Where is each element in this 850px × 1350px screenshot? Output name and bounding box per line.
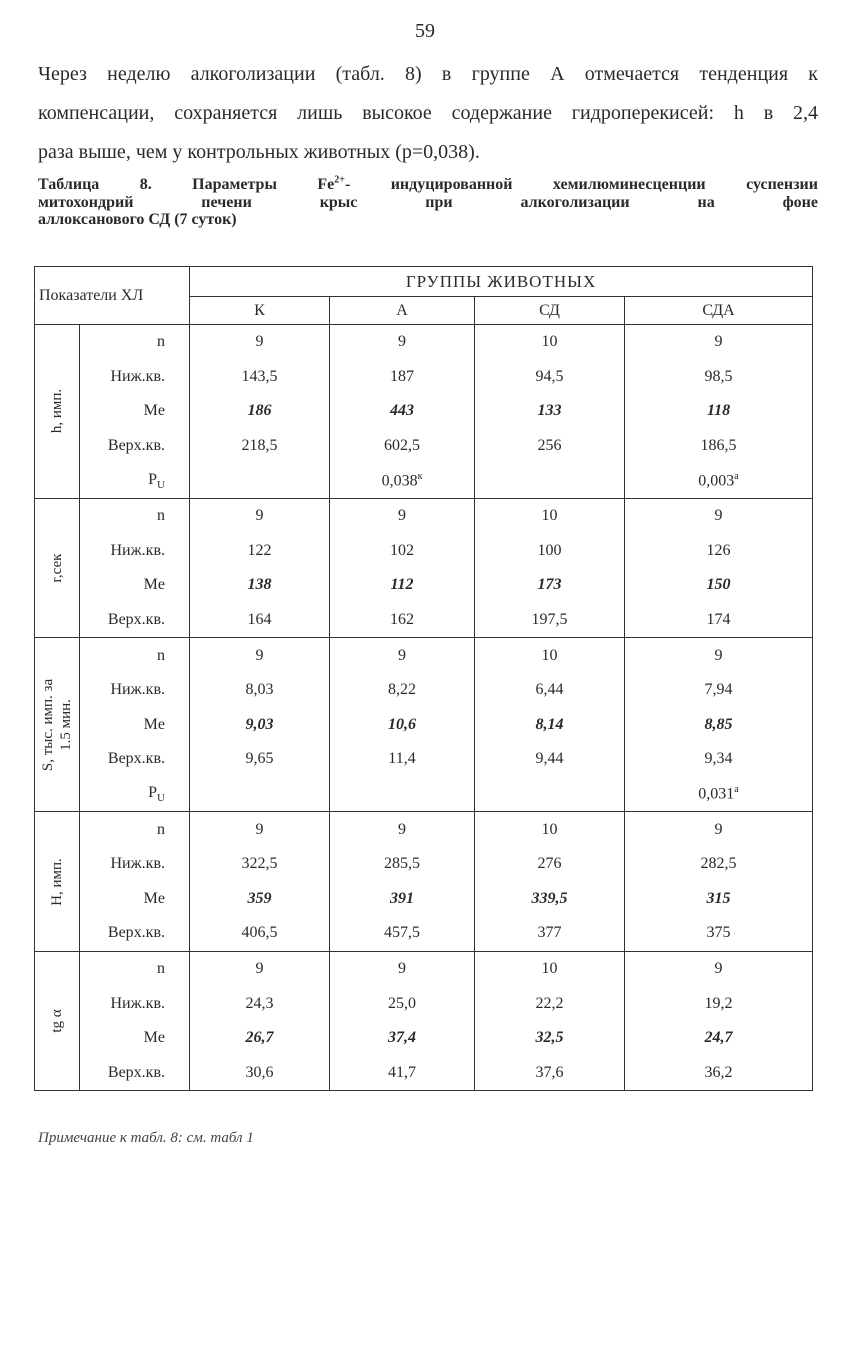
cell: 602,5 [330, 429, 475, 464]
median-cell: 138 [190, 568, 330, 603]
caption-post: - индуцированной хемилюминесценции суспензии [344, 176, 818, 193]
cell: 100 [475, 534, 625, 569]
table-row [35, 603, 813, 638]
cell: 9 [330, 498, 475, 533]
table-caption [38, 176, 818, 229]
cell: 10 [475, 325, 625, 360]
cell: 94,5 [475, 360, 625, 395]
groups-header: ГРУППЫ ЖИВОТНЫХ [190, 267, 813, 297]
median-cell: 133 [475, 394, 625, 429]
cell [475, 777, 625, 812]
p-value-cell: $0,038^к$ [330, 463, 475, 498]
group-label-h: h, имп. [35, 325, 80, 499]
cell: 9 [625, 812, 813, 847]
median-cell: 32,5 [475, 1021, 625, 1056]
row-label: n [80, 812, 190, 847]
row-label: Верх.кв. [80, 603, 190, 638]
cell: 122 [190, 534, 330, 569]
table-row [35, 673, 813, 708]
cell: 8,22 [330, 673, 475, 708]
median-cell: 8,14 [475, 708, 625, 743]
cell: 11,4 [330, 742, 475, 777]
cell [330, 777, 475, 812]
median-cell: 26,7 [190, 1021, 330, 1056]
cell: 41,7 [330, 1055, 475, 1090]
row-label: Me [80, 568, 190, 603]
table-row [35, 394, 813, 429]
caption-line-3: аллоксанового СД (7 суток) [38, 211, 237, 228]
paragraph-line: раза выше, чем у контрольных животных (р=0,038). [38, 141, 480, 163]
row-label: Верх.кв. [80, 1055, 190, 1090]
cell: 9 [625, 951, 813, 986]
cell: 9 [625, 638, 813, 673]
p-value-cell: $0,003^а$ [625, 463, 813, 498]
median-cell: 37,4 [330, 1021, 475, 1056]
cell: 186,5 [625, 429, 813, 464]
median-cell: 391 [330, 882, 475, 917]
cell: 10 [475, 812, 625, 847]
row-label: $P_U$ [80, 777, 190, 812]
paragraph-line: Через неделю алкоголизации (табл. 8) в группе А отмечается тенденция к [38, 63, 818, 85]
cell: 10 [475, 638, 625, 673]
cell: 9,44 [475, 742, 625, 777]
column-header: А [330, 297, 475, 325]
cell: 9 [190, 638, 330, 673]
caption-line-2: митохондрий печени крыс при алкоголизации на фоне [38, 193, 818, 211]
cell: 162 [330, 603, 475, 638]
cell: 9 [625, 498, 813, 533]
median-cell: 112 [330, 568, 475, 603]
median-cell: 443 [330, 394, 475, 429]
cell: 164 [190, 603, 330, 638]
cell: 9 [190, 325, 330, 360]
cell [190, 463, 330, 498]
row-label: Ниж.кв. [80, 986, 190, 1021]
cell: 457,5 [330, 916, 475, 951]
column-header: К [190, 297, 330, 325]
caption-line-1 [38, 176, 818, 194]
row-label: n [80, 325, 190, 360]
column-header: СДА [625, 297, 813, 325]
table-row [35, 916, 813, 951]
row-label: Ниж.кв. [80, 847, 190, 882]
cell [190, 777, 330, 812]
table-row [35, 847, 813, 882]
cell: 9 [330, 325, 475, 360]
median-cell: 9,03 [190, 708, 330, 743]
cell: 19,2 [625, 986, 813, 1021]
cell: 126 [625, 534, 813, 569]
table-row [35, 429, 813, 464]
cell: 98,5 [625, 360, 813, 395]
row-label: Me [80, 1021, 190, 1056]
median-cell: 339,5 [475, 882, 625, 917]
row-label: Верх.кв. [80, 742, 190, 777]
cell: 187 [330, 360, 475, 395]
paragraph-line: компенсации, сохраняется лишь высокое содержание гидроперекисей: h в 2,4 [38, 102, 818, 124]
median-cell: 186 [190, 394, 330, 429]
group-label-H: H, имп. [35, 812, 80, 951]
row-label: n [80, 498, 190, 533]
row-label: Верх.кв. [80, 429, 190, 464]
median-cell: 315 [625, 882, 813, 917]
median-cell: 359 [190, 882, 330, 917]
cell: 9 [190, 812, 330, 847]
cell: 218,5 [190, 429, 330, 464]
cell: 30,6 [190, 1055, 330, 1090]
median-cell: 8,85 [625, 708, 813, 743]
row-label: Me [80, 394, 190, 429]
median-cell: 150 [625, 568, 813, 603]
cell: 36,2 [625, 1055, 813, 1090]
cell: 22,2 [475, 986, 625, 1021]
column-header: СД [475, 297, 625, 325]
table-row [35, 1055, 813, 1090]
table-row [35, 360, 813, 395]
table-row [35, 1021, 813, 1056]
table-row [35, 534, 813, 569]
cell: 9,34 [625, 742, 813, 777]
body-paragraph [38, 55, 818, 172]
cell: 322,5 [190, 847, 330, 882]
row-label: n [80, 638, 190, 673]
table-row [35, 498, 813, 533]
table-row [35, 986, 813, 1021]
table-row [35, 708, 813, 743]
table-row [35, 325, 813, 360]
cell: 406,5 [190, 916, 330, 951]
cell: 9 [330, 812, 475, 847]
table-row [35, 638, 813, 673]
table-row [35, 951, 813, 986]
cell: 37,6 [475, 1055, 625, 1090]
cell: 256 [475, 429, 625, 464]
cell: 375 [625, 916, 813, 951]
caption-pre: Таблица 8. Параметры Fe [38, 176, 335, 193]
row-label: Me [80, 882, 190, 917]
cell: 102 [330, 534, 475, 569]
group-label-r: r,сек [35, 498, 80, 637]
cell: 377 [475, 916, 625, 951]
median-cell: 24,7 [625, 1021, 813, 1056]
cell: 7,94 [625, 673, 813, 708]
cell: 9 [190, 498, 330, 533]
median-cell: 173 [475, 568, 625, 603]
corner-label: Показатели ХЛ [35, 267, 190, 325]
row-label: $P_U$ [80, 463, 190, 498]
table-note: Примечание к табл. 8: см. табл 1 [38, 1130, 254, 1146]
cell: 10 [475, 498, 625, 533]
cell: 143,5 [190, 360, 330, 395]
row-label: Ниж.кв. [80, 534, 190, 569]
table-row [35, 777, 813, 812]
caption-sup: 2+ [334, 174, 345, 186]
cell: 9,65 [190, 742, 330, 777]
table-row [35, 742, 813, 777]
cell: 8,03 [190, 673, 330, 708]
cell: 6,44 [475, 673, 625, 708]
page-number: 59 [415, 20, 435, 42]
cell: 25,0 [330, 986, 475, 1021]
group-label-s: S, тыс. имп. за 1.5 мин. [35, 638, 80, 812]
table-row [35, 463, 813, 498]
cell: 9 [330, 638, 475, 673]
cell: 276 [475, 847, 625, 882]
median-cell: 10,6 [330, 708, 475, 743]
cell: 282,5 [625, 847, 813, 882]
row-label: Ниж.кв. [80, 673, 190, 708]
group-label-tg: tg α [35, 951, 80, 1090]
cell: 197,5 [475, 603, 625, 638]
row-label: n [80, 951, 190, 986]
cell: 174 [625, 603, 813, 638]
table-row [35, 568, 813, 603]
cell: 285,5 [330, 847, 475, 882]
table-row [35, 812, 813, 847]
median-cell: 118 [625, 394, 813, 429]
row-label: Ниж.кв. [80, 360, 190, 395]
row-label: Me [80, 708, 190, 743]
row-label: Верх.кв. [80, 916, 190, 951]
p-value-cell: $0,031^а$ [625, 777, 813, 812]
cell [475, 463, 625, 498]
cell: 10 [475, 951, 625, 986]
cell: 9 [330, 951, 475, 986]
cell: 9 [625, 325, 813, 360]
table-row [35, 882, 813, 917]
data-table [34, 266, 813, 1091]
cell: 9 [190, 951, 330, 986]
cell: 24,3 [190, 986, 330, 1021]
